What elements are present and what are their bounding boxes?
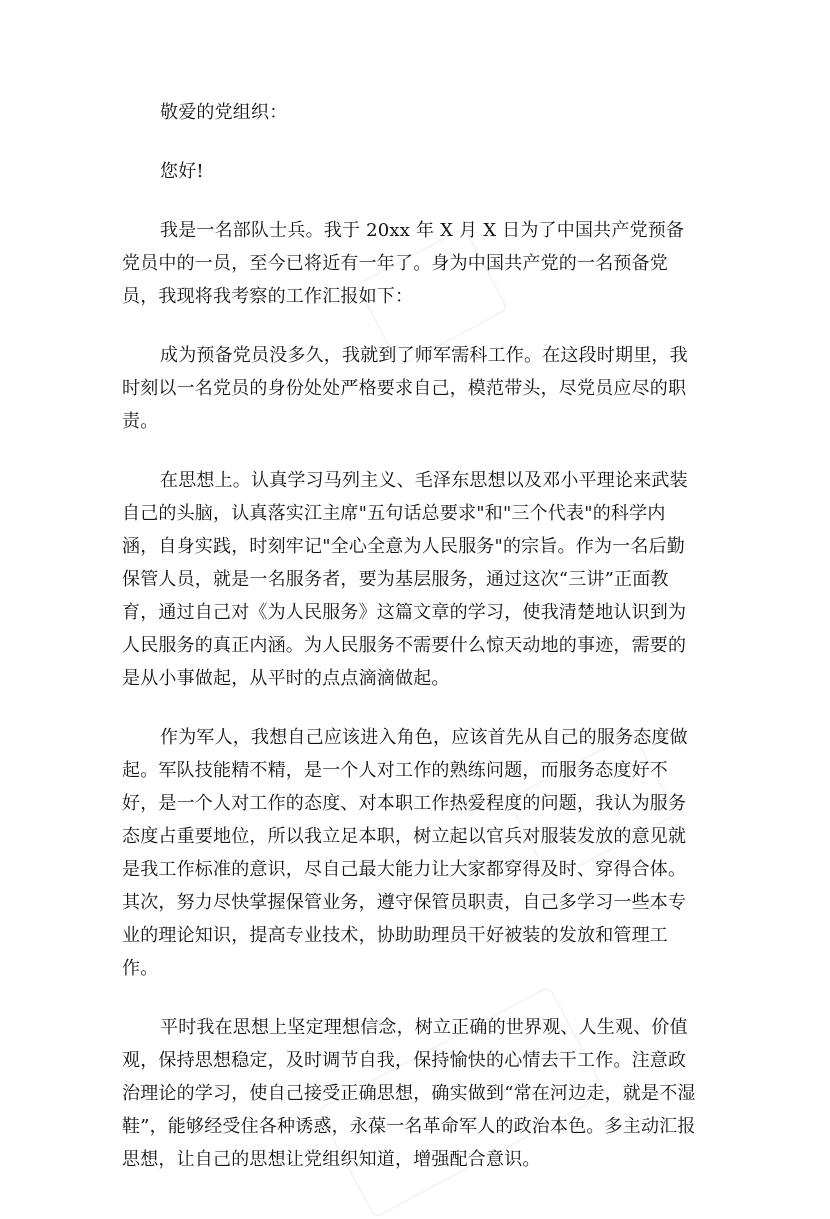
letter-body (122, 96, 700, 1202)
paragraph-conclusion: 平时我在思想上坚定理想信念，树立正确的世界观、人生观、价值观，保持思想稳定，及时调节自我，保持愉快的心情去干工作。注意政治理论的学习，使自己接受正确思想，确实做到“常在河边走，就是不湿鞋”，能够经受住各种诱惑，永葆一名革命军人的政治本色。多主动汇报思想，让自己的思想让党组织知道，增强配合意识。 (122, 1017, 696, 1170)
paragraph-thought: 在思想上。认真学习马列主义、毛泽东思想以及邓小平理论来武装自己的头脑，认真落实江主席"五句话总要求"和"三个代表"的科学内涵，自身实践，时刻牢记"全心全意为人民服务"的宗旨。作为一名后勤保管人员，就是一名服务者，要为基层服务，通过这次“三讲”正面教育，通过自己对《为人民服务》这篇文章的学习，使我清楚地认识到为人民服务的真正内涵。为人民服务不需要什么惊天动地的事迹，需要的是从小事做起，从平时的点点滴滴做起。 (122, 470, 688, 689)
paragraph-role: 成为预备党员没多久，我就到了师军需科工作。在这段时期里，我时刻以一名党员的身份处处严格要求自己，模范带头，尽党员应尽的职责。 (122, 345, 688, 432)
paragraph-intro: 我是一名部队士兵。我于 20xx 年 X 月 X 日为了中国共产党预备党员中的一员，至今已将近有一年了。身为中国共产党的一名预备党员，我现将我考察的工作汇报如下： (122, 220, 685, 307)
paragraph-service: 作为军人，我想自己应该进入角色，应该首先从自己的服务态度做起。军队技能精不精，是一个人对工作的熟练问题，而服务态度好不好，是一个人对工作的态度、对本职工作热爱程度的问题，我认为服务态度占重要地位，所以我立足本职，树立起以官兵对服装发放的意见就是我工作标准的意识，尽自己最大能力让大家都穿得及时、穿得合体。其次，努力尽快掌握保管业务，遵守保管员职责，自己多学习一些本专业的理论知识，提高专业技术，协助助理员干好被装的发放和管理工作。 (122, 727, 688, 979)
salutation: 敬爱的党组织： (160, 102, 288, 123)
greeting: 您好! (160, 161, 204, 182)
